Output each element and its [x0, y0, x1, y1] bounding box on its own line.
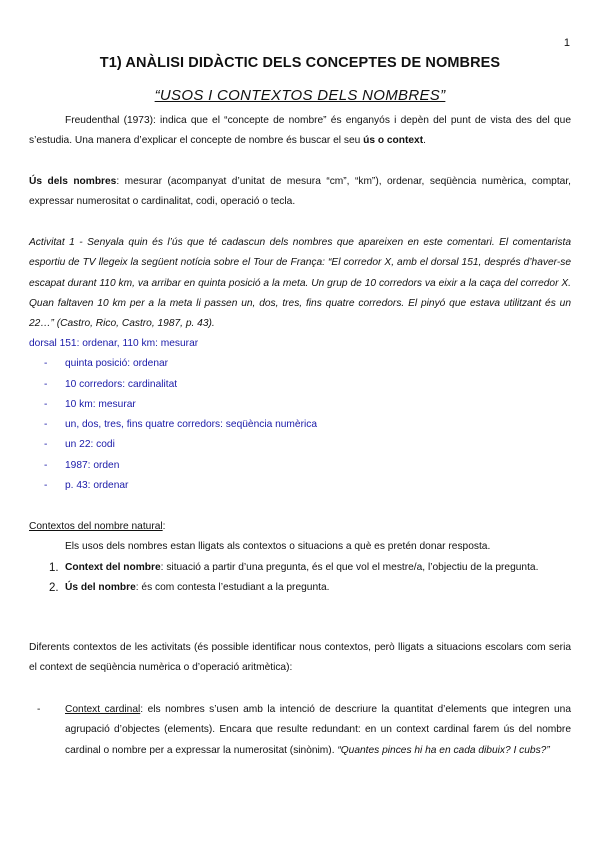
contextos-heading-suffix: :	[162, 521, 166, 532]
contextos-section	[29, 517, 571, 598]
usos-text: : mesurar (acompanyat d’unitat de mesura “cm”, “km”), ordenar, seqüència numèrica, comptar, expressar numerositat o cardinalitat, codi, operació o tecla.	[29, 176, 571, 208]
answer-item: - quinta posició: ordenar	[29, 354, 571, 374]
item-number: 2.	[49, 581, 59, 594]
intro-bold: ús o context	[363, 135, 424, 147]
contextos-heading: Contextos del nombre natural	[29, 521, 163, 532]
item-text: : situació a partir d’una pregunta, és el que vol el mestre/a, l’objectiu de la pregunta.	[160, 561, 539, 573]
item-number: 1.	[49, 561, 59, 574]
cardinal-item	[29, 700, 571, 761]
cardinal-label: Context cardinal	[65, 704, 141, 715]
answer-item: - 1987: orden	[29, 456, 571, 476]
answer-item: - 10 corredors: cardinalitat	[29, 375, 571, 395]
cardinal-text: : els nombres s’usen amb la intenció de descriure la quantitat d’elements que integren una agrupació d’objectes (elements). Encara que resulte redundant: en un context cardinal farem ús del nombre cardinal o nombre per a expressar la numerositat (sinònim).	[65, 704, 571, 756]
answer-item: - p. 43: ordenar	[29, 476, 571, 496]
answer-item: - 10 km: mesurar	[29, 395, 571, 415]
intro-text: Freudenthal (1973): indica que el “concepte de nombre” és enganyós i depèn del punt de vista des del que s’estudia. Una manera d’explicar el concepte de nombre és buscar el seu	[29, 115, 571, 147]
usos-label: Ús dels nombres	[29, 176, 117, 187]
answers-list	[29, 334, 571, 496]
contextos-item	[29, 578, 571, 598]
page-number: 1	[563, 37, 570, 49]
item-text: : és com contesta l’estudiant a la pregunta.	[135, 581, 330, 593]
item-label: Ús del nombre	[65, 581, 136, 593]
diferents-paragraph: Diferents contextos de les activitats (és possible identificar nous contextos, però lligats a situacions escolars com seria el context de seqüència numèrica o d’operació aritmètica):	[29, 642, 571, 674]
contextos-item	[29, 558, 571, 578]
contextos-intro: Els usos dels nombres estan lligats als contextos o situacions a què es pretén donar resposta.	[65, 541, 491, 553]
page-title: T1) ANÀLISI DIDÀCTIC DELS CONCEPTES DE NOMBRES	[99, 55, 501, 71]
page-subtitle: “USOS I CONTEXTOS DELS NOMBRES”	[154, 87, 446, 104]
answer-item: - un, dos, tres, fins quatre corredors: seqüència numèrica	[29, 415, 571, 435]
answer-item: - un 22: codi	[29, 435, 571, 455]
usos-paragraph	[29, 172, 571, 213]
intro-paragraph	[29, 111, 571, 152]
item-label: Context del nombre	[65, 561, 161, 573]
cardinal-section	[29, 700, 571, 761]
cardinal-quote: “Quantes pinces hi ha en cada dibuix? I cubs?”	[337, 744, 550, 756]
intro-end: .	[423, 135, 426, 147]
activitat-paragraph: Activitat 1 - Senyala quin és l’ús que té cadascun dels nombres que apareixen en este comentari. El comentarista esportiu de TV llegeix la següent notícia sobre el Tour de França: “El corredor X, amb el dorsal 151, després d’haver-se escapat durant 110 km, va arribar en quinta posició a la meta. Un grup de 10 corredors va eixir a la caça del corredor X. Quan faltaven 10 km per a la meta li passen un, dos, tres, fins quatre corredors. El pinyó que estava utilitzant és un 22…” (Castro, Rico, Castro, 1987, p. 43).	[29, 237, 571, 330]
answer-first: dorsal 151: ordenar, 110 km: mesurar	[29, 338, 199, 349]
